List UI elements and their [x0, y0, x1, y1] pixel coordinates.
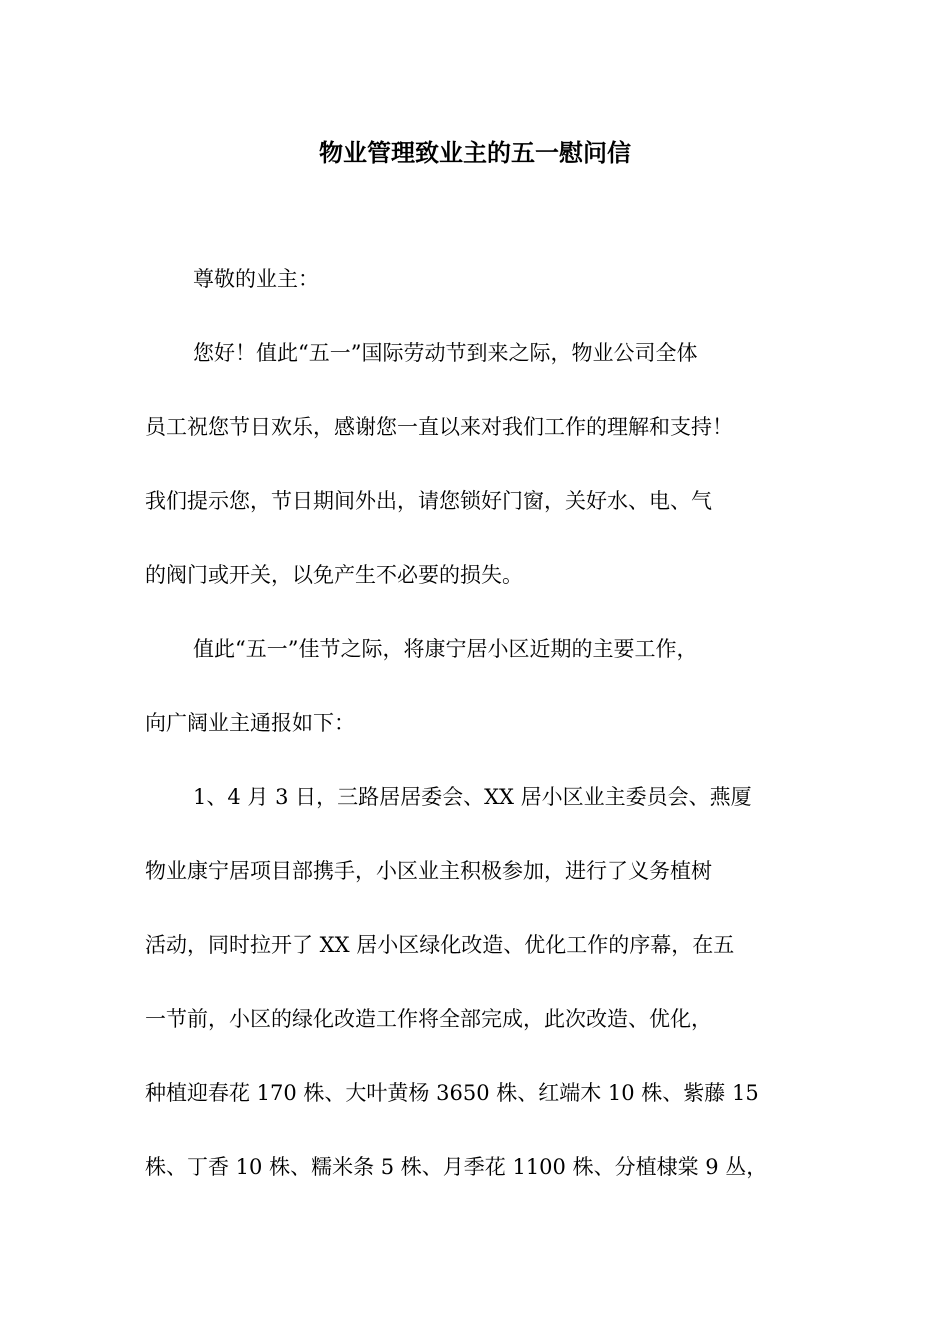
letter-body	[145, 242, 810, 1204]
paragraph-line: 值此“五一”佳节之际，将康宁居小区近期的主要工作，	[193, 637, 698, 661]
salutation-line: 尊敬的业主：	[193, 267, 319, 291]
paragraph-line: 活动，同时拉开了 XX 居小区绿化改造、优化工作的序幕，在五	[145, 933, 735, 957]
paragraph-line: 物业康宁居项目部携手，小区业主积极参加，进行了义务植树	[145, 859, 712, 883]
paragraph-line: 我们提示您，节日期间外出，请您锁好门窗，关好水、电、气	[145, 489, 712, 513]
paragraph-line: 员工祝您节日欢乐，感谢您一直以来对我们工作的理解和支持！	[145, 415, 733, 439]
paragraph-line: 的阀门或开关，以免产生不必要的损失。	[145, 563, 523, 587]
paragraph-line: 1、4 月 3 日，三路居居委会、XX 居小区业主委员会、燕厦	[193, 785, 752, 809]
paragraph-line: 向广阔业主通报如下：	[145, 711, 355, 735]
paragraph-line: 种植迎春花 170 株、大叶黄杨 3650 株、红端木 10 株、紫藤 15	[145, 1081, 759, 1105]
document-title: 物业管理致业主的五一慰问信	[319, 138, 631, 167]
paragraph-line: 株、丁香 10 株、糯米条 5 株、月季花 1100 株、分植棣棠 9 丛，	[145, 1155, 768, 1179]
paragraph-line: 您好！值此“五一”国际劳动节到来之际，物业公司全体	[193, 341, 698, 365]
paragraph-line: 一节前，小区的绿化改造工作将全部完成，此次改造、优化，	[145, 1007, 712, 1031]
